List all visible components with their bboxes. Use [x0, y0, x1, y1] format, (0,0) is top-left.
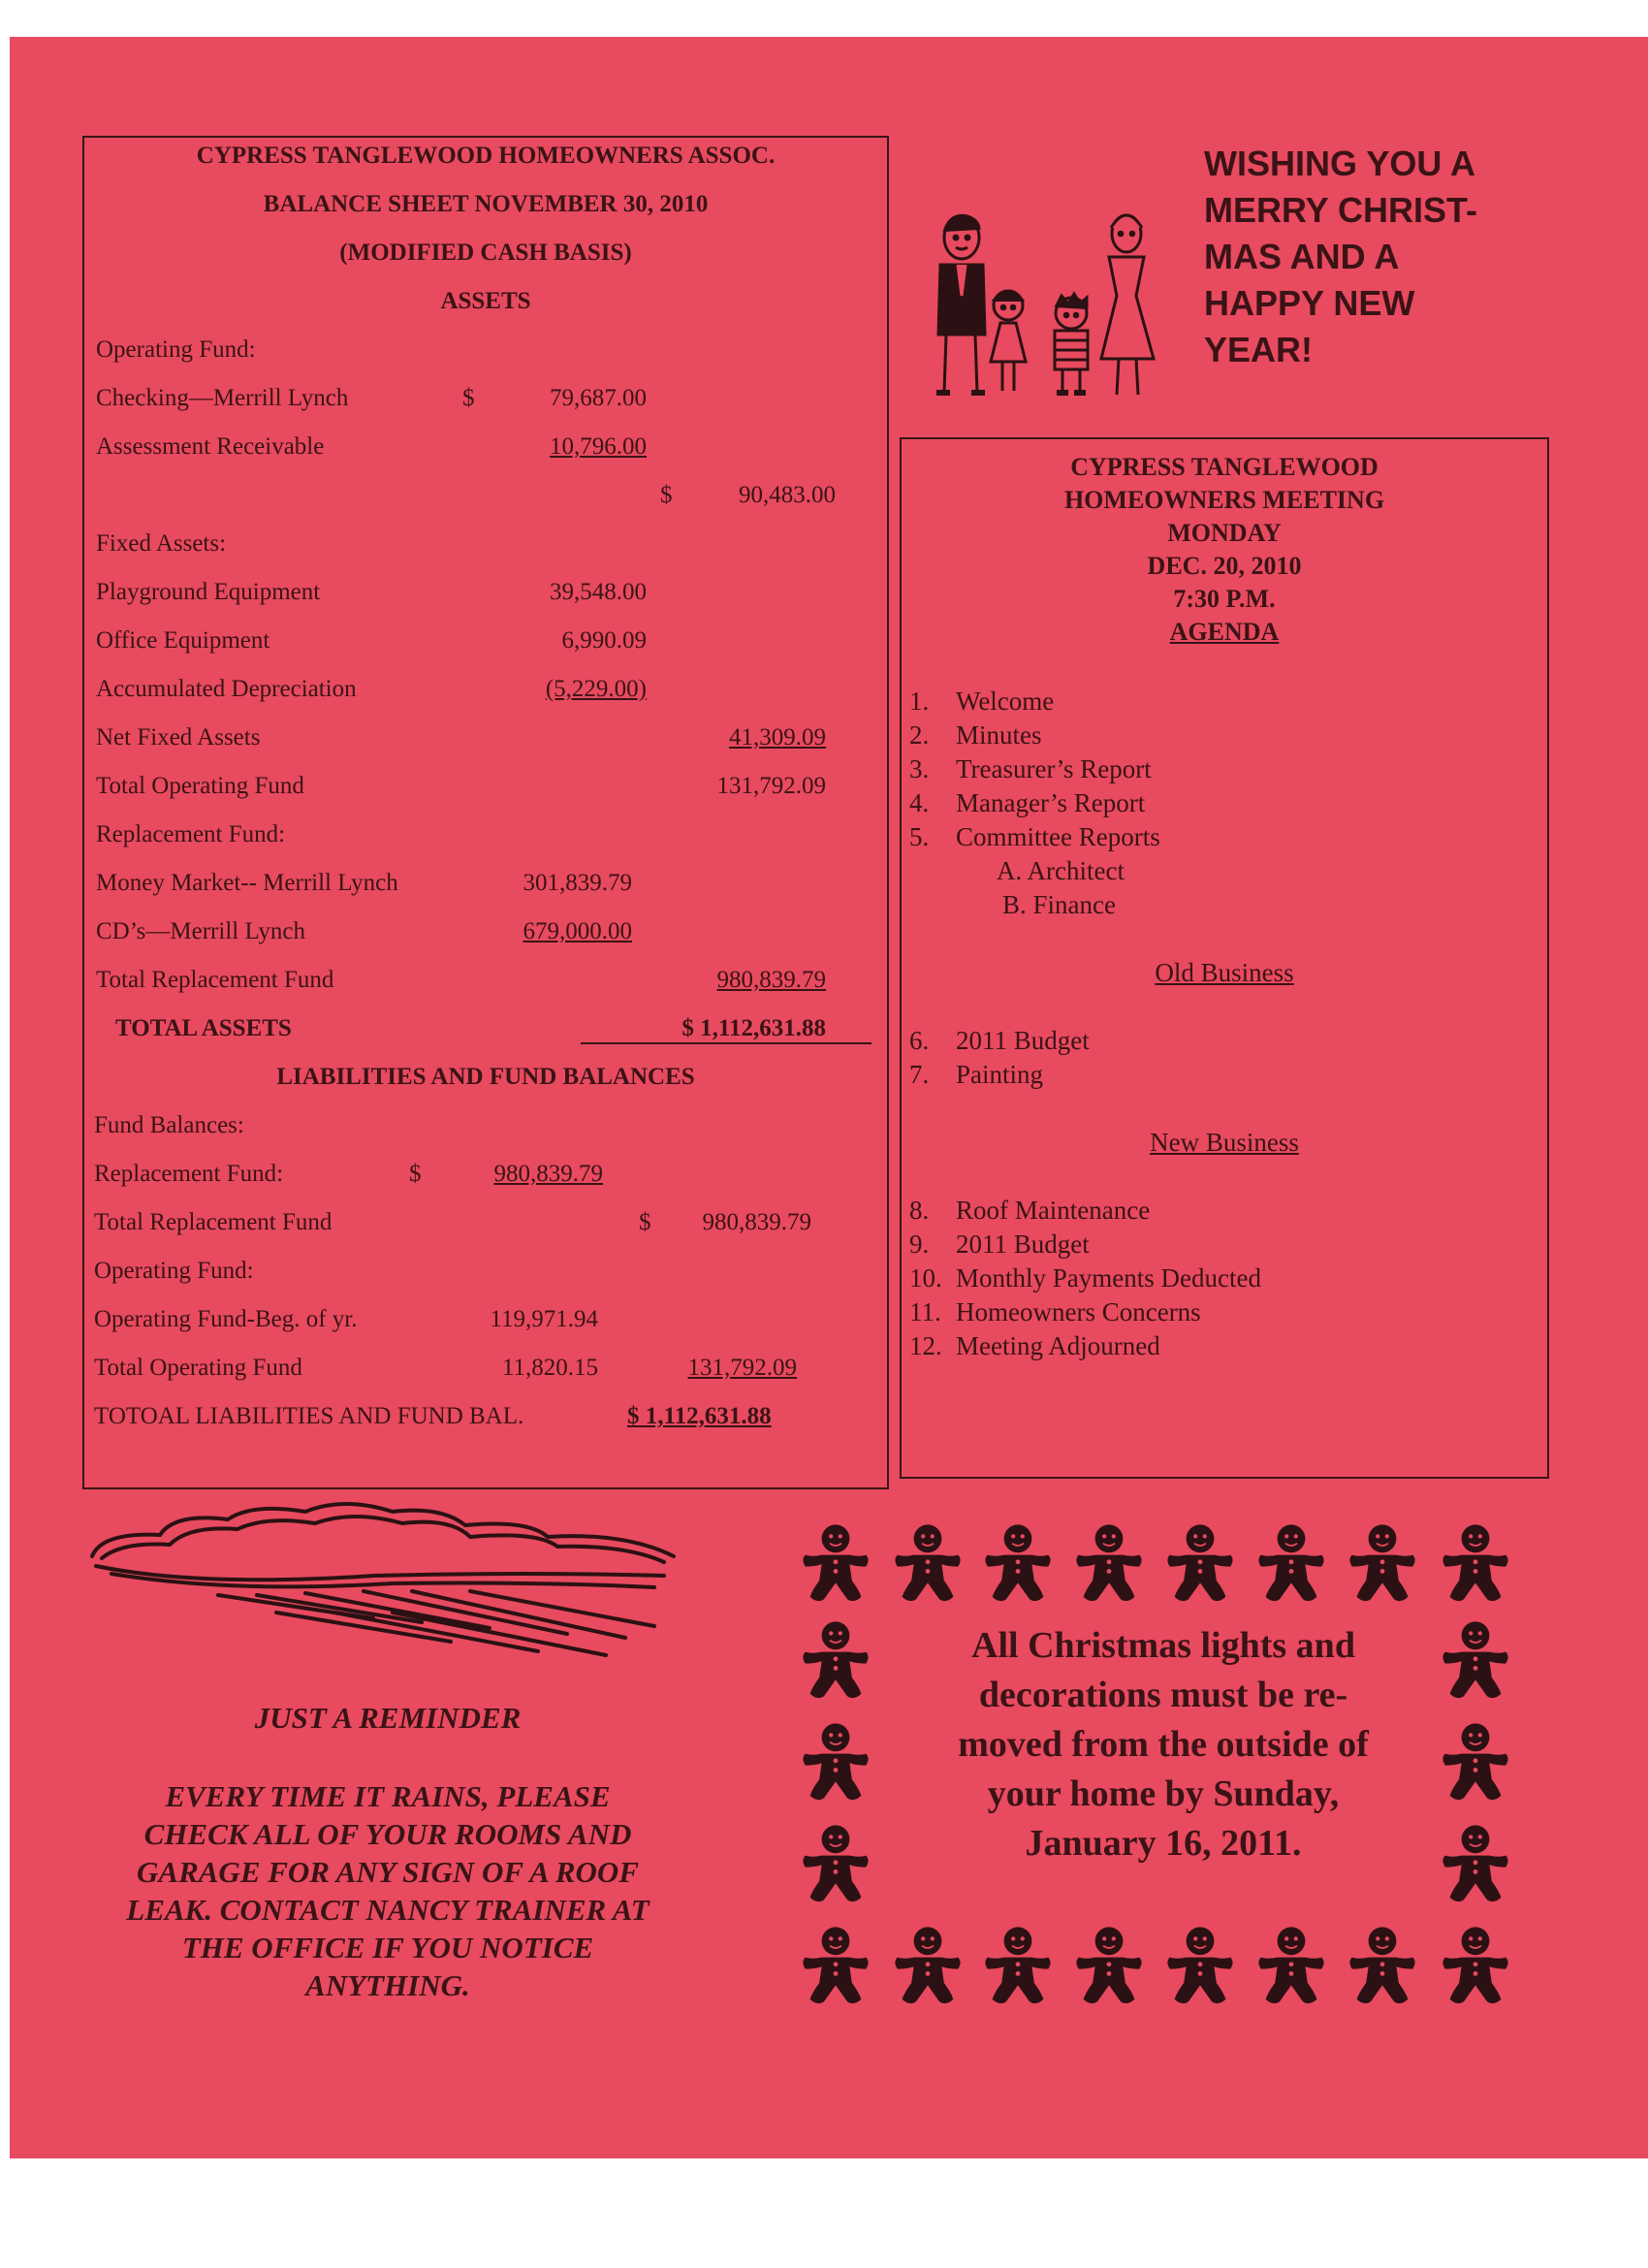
agenda-text: Committee Reports [956, 822, 1160, 851]
gingerbread-man-icon [1167, 1927, 1232, 2003]
gingerbread-man-icon [1442, 1723, 1507, 1800]
net-fixed-label: Net Fixed Assets [96, 724, 261, 751]
agenda-num: 6. [909, 1026, 930, 1055]
assets-heading: ASSETS [440, 288, 531, 314]
agenda-item [909, 1026, 1090, 1056]
assessment-label: Assessment Receivable [96, 433, 325, 460]
gingerbread-man-icon [803, 1825, 868, 1901]
agenda-subitem: B. Finance [1002, 890, 1116, 919]
subtotal-dollar: $ [660, 482, 673, 508]
agenda-text: Monthly Payments Deducted [956, 1263, 1261, 1293]
total-operating2-b: 131,792.09 [687, 1355, 797, 1381]
agenda-item [909, 1060, 1043, 1090]
greeting-line: MAS AND A [1204, 237, 1400, 276]
agenda-text: Manager’s Report [956, 788, 1146, 817]
total-assets-rule [581, 1042, 872, 1044]
depreciation-label: Accumulated Depreciation [96, 676, 357, 702]
new-business-heading: New Business [1150, 1128, 1299, 1157]
fixed-assets-label: Fixed Assets: [96, 530, 227, 557]
gingerbread-man-icon [1442, 1621, 1507, 1698]
gingerbread-man-icon [1167, 1524, 1232, 1601]
fund-balances-label: Fund Balances: [94, 1112, 244, 1138]
agenda-num: 4. [909, 788, 930, 817]
total-replacement-value: 980,839.79 [716, 967, 826, 993]
notice-line: moved from the outside of [958, 1724, 1369, 1765]
agenda-num: 12. [909, 1331, 942, 1360]
gingerbread-man-icon [985, 1927, 1050, 2003]
assessment-value: 10,796.00 [550, 433, 647, 460]
agenda-num: 10. [909, 1263, 942, 1293]
gingerbread-man-icon [895, 1927, 960, 2003]
total-operating-label: Total Operating Fund [96, 773, 304, 799]
net-fixed-value: 41,309.09 [729, 724, 826, 751]
agenda-heading: AGENDA [1169, 618, 1280, 646]
gingerbread-man-icon [895, 1524, 960, 1601]
agenda-text: Roof Maintenance [956, 1196, 1151, 1225]
agenda-text: Treasurer’s Report [956, 754, 1152, 783]
subtotal-value: 90,483.00 [739, 482, 836, 508]
total-operating-value: 131,792.09 [716, 773, 826, 799]
office-label: Office Equipment [96, 627, 270, 654]
gingerbread-man-icon [803, 1723, 868, 1800]
reminder-heading: JUST A REMINDER [254, 1701, 522, 1735]
gingerbread-man-icon [985, 1524, 1050, 1601]
depreciation-value: (5,229.00) [545, 676, 647, 702]
greeting-line: HAPPY NEW [1204, 283, 1415, 323]
balance-sheet-subtitle: BALANCE SHEET NOVEMBER 30, 2010 [263, 191, 709, 217]
agenda-num: 1. [909, 687, 930, 716]
replacement-fund2-label: Replacement Fund: [94, 1161, 284, 1187]
total-assets-value: $ 1,112,631.88 [681, 1015, 826, 1041]
gingerbread-man-icon [1076, 1927, 1141, 2003]
meeting-title: HOMEOWNERS MEETING [1063, 486, 1385, 514]
balance-sheet-basis: (MODIFIED CASH BASIS) [339, 240, 632, 266]
gingerbread-man-icon [1076, 1524, 1141, 1601]
agenda-item [909, 754, 1152, 784]
money-market-label: Money Market-- Merrill Lynch [96, 870, 398, 896]
total-replacement-label: Total Replacement Fund [96, 967, 334, 993]
checking-label: Checking—Merrill Lynch [96, 385, 349, 411]
gingerbread-man-icon [1442, 1825, 1507, 1901]
agenda-item [909, 1297, 1201, 1327]
meeting-day: MONDAY [1167, 519, 1282, 547]
gingerbread-man-icon [1442, 1524, 1507, 1601]
gingerbread-man-icon [1349, 1927, 1414, 2003]
agenda-item [909, 1196, 1150, 1226]
agenda-num: 2. [909, 720, 930, 750]
op-beg-value: 119,971.94 [490, 1306, 598, 1332]
agenda-text: 2011 Budget [956, 1230, 1090, 1259]
total-operating2-a: 11,820.15 [501, 1355, 598, 1381]
holiday-greeting [1204, 141, 1477, 373]
office-value: 6,990.09 [561, 627, 647, 654]
balance-sheet-title: CYPRESS TANGLEWOOD HOMEOWNERS ASSOC. [196, 143, 776, 169]
gingerbread-man-icon [1258, 1927, 1323, 2003]
total-liabilities-value: $ 1,112,631.88 [627, 1403, 772, 1429]
greeting-line: MERRY CHRIST- [1204, 190, 1478, 230]
agenda-text: Welcome [956, 687, 1055, 716]
agenda-subitem: A. Architect [997, 856, 1125, 885]
gingerbread-man-icon [1442, 1927, 1507, 2003]
gingerbread-man-icon [803, 1621, 868, 1698]
agenda-item [909, 1331, 1160, 1361]
total-assets-label: TOTAL ASSETS [115, 1015, 292, 1041]
total-operating2-label: Total Operating Fund [94, 1355, 302, 1381]
christmas-lights-notice [902, 1621, 1425, 1869]
total-liabilities-label: TOTOAL LIABILITIES AND FUND BAL. [94, 1403, 524, 1429]
agenda-num: 7. [909, 1060, 930, 1089]
meeting-date: DEC. 20, 2010 [1147, 552, 1302, 580]
money-market-value: 301,839.79 [523, 870, 632, 896]
agenda-text: Minutes [956, 720, 1042, 750]
notice-line: decorations must be re- [978, 1675, 1348, 1715]
balance-sheet-box [82, 136, 889, 1489]
agenda-num: 3. [909, 754, 930, 783]
total-replacement2-value: 980,839.79 [702, 1209, 811, 1235]
agenda-num: 9. [909, 1230, 930, 1259]
checking-dollar: $ [462, 385, 475, 411]
checking-value: 79,687.00 [550, 385, 647, 411]
meeting-title: CYPRESS TANGLEWOOD [1070, 453, 1379, 481]
agenda-text: Homeowners Concerns [956, 1297, 1201, 1326]
greeting-line: YEAR! [1204, 330, 1314, 369]
agenda-item [909, 788, 1145, 818]
reminder-body [58, 1777, 717, 2004]
replacement-fund2-value: 980,839.79 [493, 1161, 603, 1187]
liabilities-heading: LIABILITIES AND FUND BALANCES [276, 1064, 695, 1090]
notice-line: your home by Sunday, [987, 1773, 1340, 1814]
reminder-line: THE OFFICE IF YOU NOTICE [181, 1931, 594, 1965]
agenda-item [909, 822, 1160, 852]
agenda-item [909, 1263, 1261, 1294]
op-beg-label: Operating Fund-Beg. of yr. [94, 1306, 358, 1332]
family-illustration [921, 199, 1173, 407]
total-replacement2-dollar: $ [639, 1209, 651, 1235]
old-business-heading: Old Business [1155, 958, 1294, 987]
total-replacement2-label: Total Replacement Fund [94, 1209, 333, 1235]
agenda-text: Painting [956, 1060, 1044, 1089]
gingerbread-man-icon [1349, 1524, 1414, 1601]
gingerbread-man-icon [1258, 1524, 1323, 1601]
reminder-line: LEAK. CONTACT NANCY TRAINER AT [126, 1893, 650, 1927]
agenda-num: 8. [909, 1196, 930, 1225]
playground-value: 39,548.00 [550, 579, 647, 605]
meeting-agenda-box [900, 437, 1549, 1479]
cds-value: 679,000.00 [523, 918, 632, 944]
gingerbread-man-icon [803, 1927, 868, 2003]
replacement-fund-label: Replacement Fund: [96, 821, 286, 847]
gingerbread-man-icon [803, 1524, 868, 1601]
agenda-num: 11. [909, 1297, 941, 1326]
notice-line: January 16, 2011. [1025, 1823, 1302, 1864]
agenda-num: 5. [909, 822, 930, 851]
agenda-item [909, 687, 1054, 717]
playground-label: Playground Equipment [96, 579, 321, 605]
reminder-line: CHECK ALL OF YOUR ROOMS AND [143, 1817, 632, 1851]
replacement-fund2-dollar: $ [409, 1161, 422, 1187]
meeting-time: 7:30 P.M. [1173, 585, 1276, 613]
cds-label: CD’s—Merrill Lynch [96, 918, 305, 944]
agenda-text: 2011 Budget [956, 1026, 1090, 1055]
reminder-line: GARAGE FOR ANY SIGN OF A ROOF [137, 1855, 639, 1889]
notice-line: All Christmas lights and [971, 1625, 1355, 1666]
reminder-line: ANYTHING. [305, 1968, 470, 2002]
agenda-text: Meeting Adjourned [956, 1331, 1160, 1360]
agenda-item [909, 1230, 1090, 1260]
reminder-line: EVERY TIME IT RAINS, PLEASE [165, 1779, 611, 1813]
operating-fund2-label: Operating Fund: [94, 1258, 254, 1284]
operating-fund-label: Operating Fund: [96, 336, 256, 363]
rain-cloud-icon [82, 1498, 683, 1668]
agenda-item [909, 720, 1042, 751]
greeting-line: WISHING YOU A [1204, 144, 1476, 183]
